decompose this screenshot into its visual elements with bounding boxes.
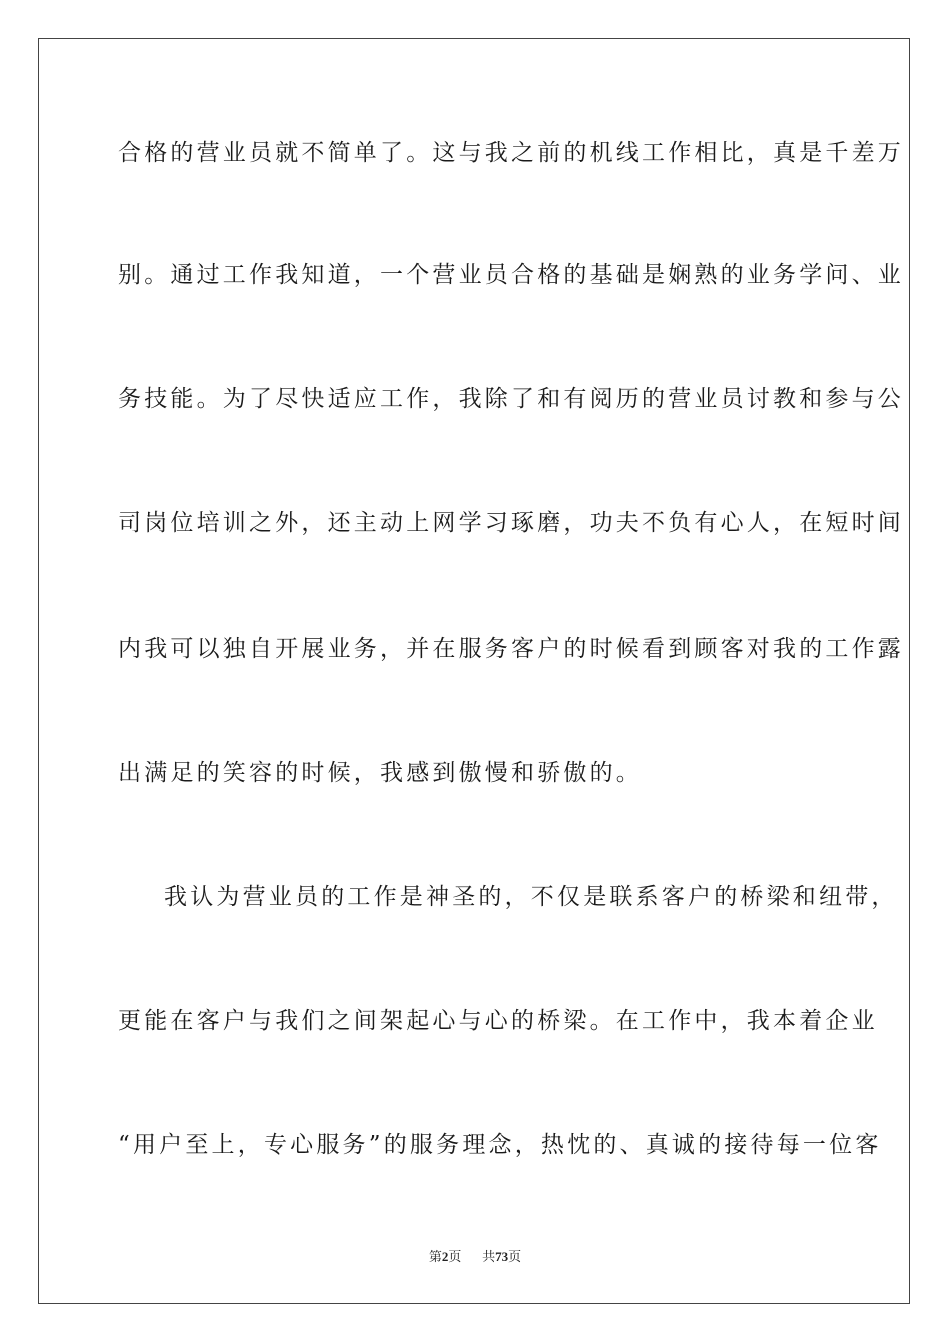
page-footer <box>0 1248 950 1267</box>
page-total: 共73页 <box>482 1249 522 1265</box>
body-line-1: 合格的营业员就不简单了。这与我之前的机线工作相比，真是千差万 <box>118 140 904 166</box>
body-line-5: 内我可以独自开展业务，并在服务客户的时候看到顾客对我的工作露 <box>118 636 904 662</box>
page-number: 第2页 <box>428 1249 462 1265</box>
page-border <box>38 38 910 1304</box>
body-line-7-paragraph-start: 我认为营业员的工作是神圣的，不仅是联系客户的桥梁和纽带， <box>164 884 898 910</box>
body-line-4: 司岗位培训之外，还主动上网学习琢磨，功夫不负有心人，在短时间 <box>118 510 904 536</box>
body-line-2: 别。通过工作我知道，一个营业员合格的基础是娴熟的业务学问、业 <box>118 262 904 288</box>
body-line-9: “用户至上，专心服务”的服务理念，热忱的、真诚的接待每一位客 <box>118 1132 882 1158</box>
body-line-3: 务技能。为了尽快适应工作，我除了和有阅历的营业员讨教和参与公 <box>118 386 904 412</box>
body-line-8: 更能在客户与我们之间架起心与心的桥梁。在工作中，我本着企业 <box>118 1008 878 1034</box>
body-line-6: 出满足的笑容的时候，我感到傲慢和骄傲的。 <box>118 760 642 786</box>
